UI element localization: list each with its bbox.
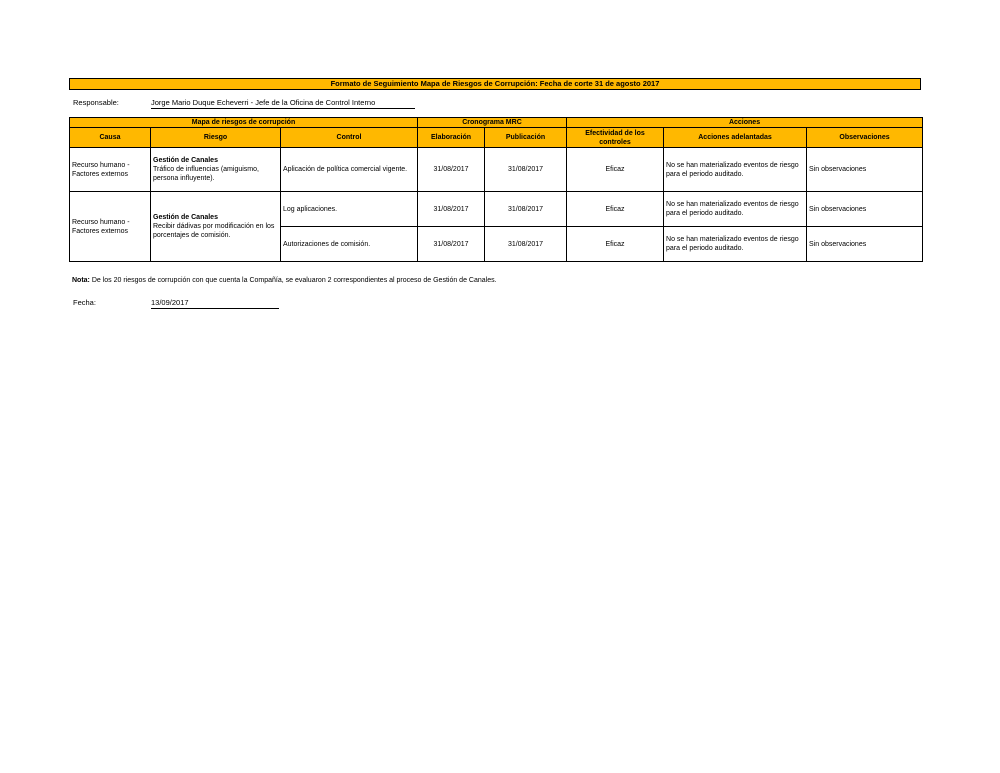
cell-elaboracion: 31/08/2017	[418, 227, 485, 262]
group-header-cronograma: Cronograma MRC	[418, 118, 567, 128]
group-header-row	[70, 118, 923, 128]
fecha-label: Fecha:	[73, 298, 96, 307]
col-header-riesgo: Riesgo	[151, 128, 281, 148]
nota-text: De los 20 riesgos de corrupción con que cuenta la Compañía, se evaluaron 2 correspondientes al proceso de Gestión de Canales.	[91, 277, 497, 284]
table-row	[70, 192, 923, 227]
riesgo-title: Gestión de Canales	[153, 157, 218, 164]
group-header-acciones: Acciones	[567, 118, 923, 128]
cell-control: Log aplicaciones.	[281, 192, 418, 227]
cell-publicacion: 31/08/2017	[485, 192, 567, 227]
cell-riesgo	[151, 192, 281, 262]
col-header-acciones-adelantadas: Acciones adelantadas	[664, 128, 807, 148]
table-row	[70, 148, 923, 192]
cell-control: Aplicación de política comercial vigente.	[281, 148, 418, 192]
col-header-observaciones: Observaciones	[807, 128, 923, 148]
nota-label: Nota:	[72, 277, 90, 284]
riesgo-description: Tráfico de influencias (amiguismo, persona influyente).	[153, 166, 259, 182]
cell-acciones: No se han materializado eventos de riesgo para el periodo auditado.	[664, 192, 807, 227]
col-header-causa: Causa	[70, 128, 151, 148]
cell-acciones: No se han materializado eventos de riesgo para el periodo auditado.	[664, 148, 807, 192]
cell-elaboracion: 31/08/2017	[418, 148, 485, 192]
cell-publicacion: 31/08/2017	[485, 148, 567, 192]
cell-observaciones: Sin observaciones	[807, 192, 923, 227]
fecha-value: 13/09/2017	[151, 298, 279, 309]
cell-efectividad: Eficaz	[567, 227, 664, 262]
col-header-efectividad: Efectividad de los controles	[567, 128, 664, 148]
risk-tracking-table	[69, 117, 923, 262]
cell-efectividad: Eficaz	[567, 148, 664, 192]
cell-elaboracion: 31/08/2017	[418, 192, 485, 227]
responsable-label: Responsable:	[73, 98, 119, 107]
cell-efectividad: Eficaz	[567, 192, 664, 227]
cell-publicacion: 31/08/2017	[485, 227, 567, 262]
cell-observaciones: Sin observaciones	[807, 227, 923, 262]
cell-control: Autorizaciones de comisión.	[281, 227, 418, 262]
riesgo-description: Recibir dádivas por modificación en los porcentajes de comisión.	[153, 223, 275, 239]
group-header-mapa: Mapa de riesgos de corrupción	[70, 118, 418, 128]
column-header-row	[70, 128, 923, 148]
cell-causa: Recurso humano - Factores externos	[70, 192, 151, 262]
cell-causa: Recurso humano - Factores externos	[70, 148, 151, 192]
riesgo-title: Gestión de Canales	[153, 214, 218, 221]
col-header-publicacion: Publicación	[485, 128, 567, 148]
nota-paragraph	[72, 277, 497, 284]
col-header-control: Control	[281, 128, 418, 148]
cell-observaciones: Sin observaciones	[807, 148, 923, 192]
report-title: Formato de Seguimiento Mapa de Riesgos de Corrupción: Fecha de corte 31 de agosto 2017	[69, 78, 921, 90]
col-header-elaboracion: Elaboración	[418, 128, 485, 148]
responsable-value: Jorge Mario Duque Echeverri - Jefe de la Oficina de Control Interno	[151, 98, 415, 109]
cell-acciones: No se han materializado eventos de riesgo para el periodo auditado.	[664, 227, 807, 262]
cell-riesgo	[151, 148, 281, 192]
